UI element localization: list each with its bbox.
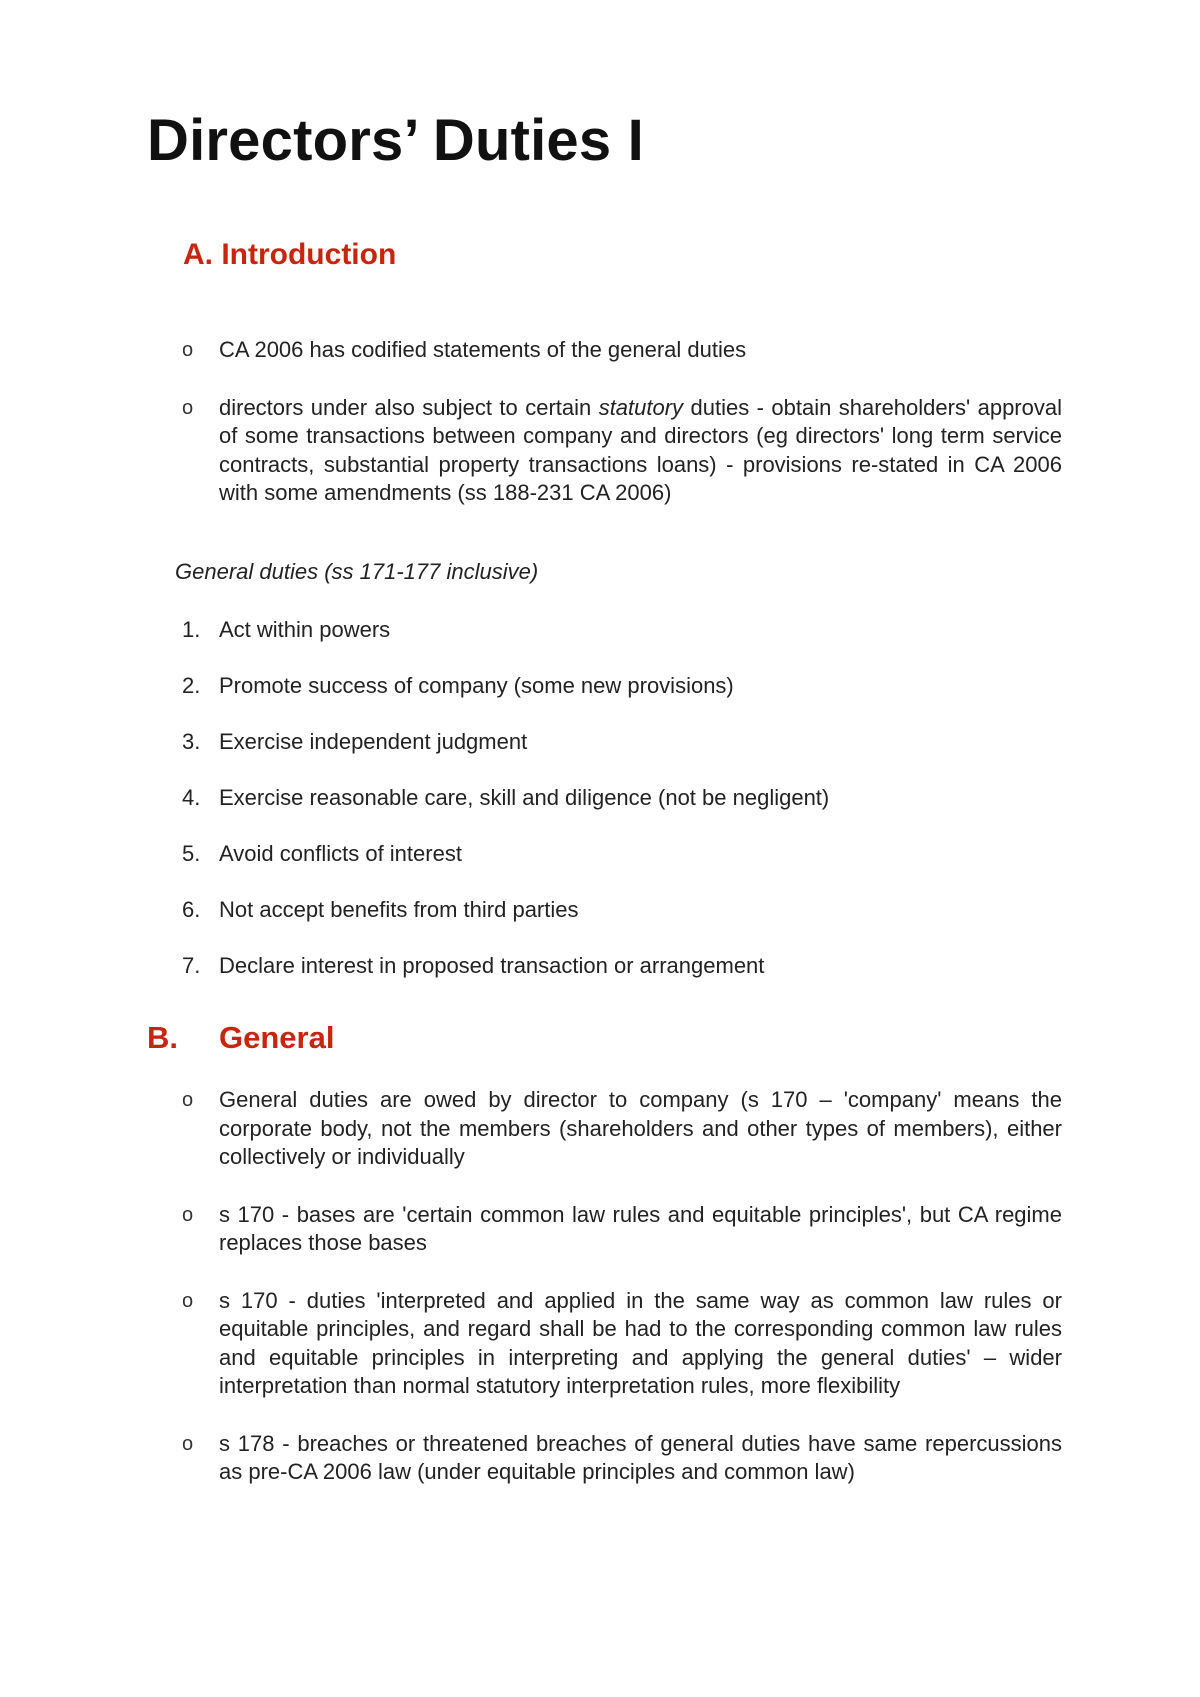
list-number: 4. bbox=[182, 785, 201, 810]
bullet-text: CA 2006 has codified statements of the general duties bbox=[219, 337, 747, 362]
bullet-marker: o bbox=[182, 339, 194, 361]
list-item bbox=[182, 1430, 1062, 1487]
bullet-marker: o bbox=[182, 396, 194, 419]
section-b-heading-text: General bbox=[219, 1020, 335, 1055]
bullet-text: s 170 - bases are 'certain common law rules and equitable principles', but CA regime replaces those bases bbox=[219, 1201, 1062, 1255]
bullet-text-end: duties - obtain shareholders' approval of some transactions between company and directors (eg directors' long term service contracts, substantial property transactions loans) - provisions re-stated in CA 2006 with some amendments (ss 188-231 CA 2006) bbox=[219, 394, 1062, 505]
list-number: 7. bbox=[182, 953, 201, 978]
section-a-heading: A. Introduction bbox=[183, 238, 397, 271]
document-title: Directors’ Duties I bbox=[147, 108, 644, 173]
section-b-bullet-list bbox=[182, 1086, 1062, 1487]
list-item bbox=[182, 784, 1062, 840]
list-number: 3. bbox=[182, 729, 201, 754]
bullet-marker: o bbox=[182, 1203, 194, 1226]
list-number: 6. bbox=[182, 897, 201, 922]
list-item bbox=[182, 1201, 1062, 1258]
list-number: 5. bbox=[182, 841, 201, 866]
bullet-text: General duties are owed by director to company (s 170 – 'company' means the corporate body, not the members (shareholders and other types of members), either collectively or individually bbox=[219, 1087, 1062, 1169]
list-text: Exercise independent judgment bbox=[219, 729, 528, 754]
list-item bbox=[182, 896, 1062, 952]
list-item bbox=[182, 672, 1062, 728]
bullet-text: s 170 - duties 'interpreted and applied in the same way as common law rules or equitable principles, and regard shall be had to the corresponding common law rules and equitable principles in interpreting and applying the general duties' – wider interpretation than normal statutory interpretation rules, more flexibility bbox=[219, 1287, 1062, 1398]
bullet-text: s 178 - breaches or threatened breaches of general duties have same repercussions as pre-CA 2006 law (under equitable principles and common law) bbox=[219, 1430, 1062, 1484]
bullet-text-start: directors under also subject to certain bbox=[219, 394, 599, 420]
bullet-marker: o bbox=[182, 1089, 194, 1111]
section-b-heading-letter: B. bbox=[147, 1020, 178, 1055]
section-a-bullet-list bbox=[182, 336, 1062, 508]
list-text: Act within powers bbox=[219, 617, 391, 642]
list-item bbox=[182, 952, 1062, 1008]
general-duties-list bbox=[182, 616, 1062, 1008]
bullet-text-emphasis: statutory bbox=[598, 394, 684, 420]
section-b-heading bbox=[147, 1022, 334, 1053]
list-item bbox=[182, 394, 1062, 508]
list-item bbox=[182, 1086, 1062, 1172]
list-item bbox=[182, 728, 1062, 784]
list-text: Exercise reasonable care, skill and diligence (not be negligent) bbox=[219, 785, 830, 810]
list-text: Declare interest in proposed transaction or arrangement bbox=[219, 953, 765, 978]
list-text: Avoid conflicts of interest bbox=[219, 841, 462, 866]
list-item bbox=[182, 840, 1062, 896]
list-item bbox=[182, 336, 1062, 365]
list-number: 2. bbox=[182, 673, 201, 698]
list-number: 1. bbox=[182, 617, 201, 642]
list-item bbox=[182, 616, 1062, 672]
bullet-marker: o bbox=[182, 1289, 194, 1312]
general-duties-subheading: General duties (ss 171-177 inclusive) bbox=[175, 559, 539, 584]
list-text: Not accept benefits from third parties bbox=[219, 897, 579, 922]
list-text: Promote success of company (some new provisions) bbox=[219, 673, 734, 698]
list-item bbox=[182, 1287, 1062, 1401]
bullet-marker: o bbox=[182, 1432, 194, 1455]
